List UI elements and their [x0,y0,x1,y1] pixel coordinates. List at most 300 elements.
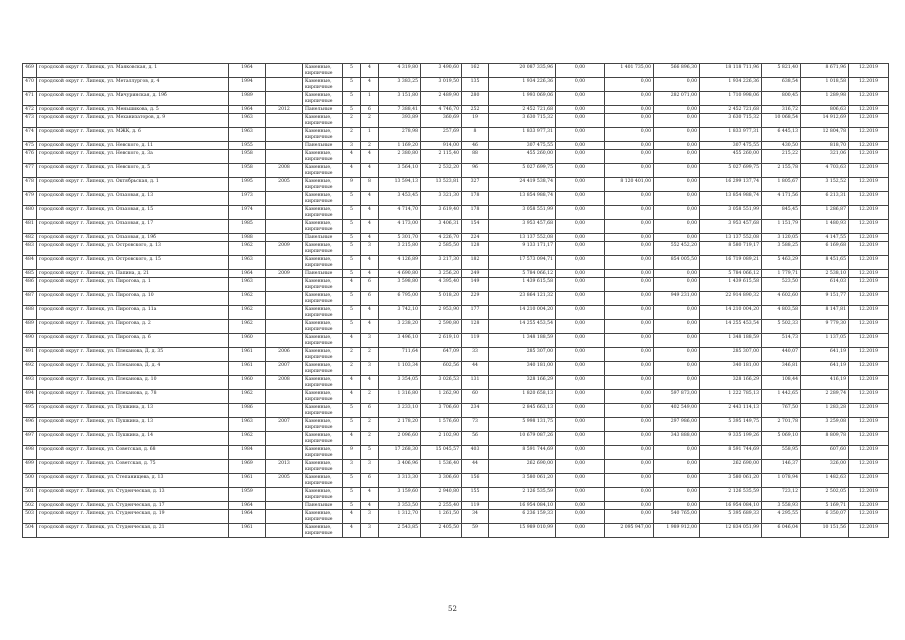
deadline-cell: 12.2019 [849,418,889,432]
cost-regional-cell: 0,00 [605,206,654,220]
living-area-cell: 2 940,80 [421,488,462,502]
residents-cell: 229 [462,292,489,306]
floors-cell: 5 [343,234,361,242]
entrances-cell: 4 [361,164,379,178]
housing-table-sheet [22,63,888,538]
floors-cell: 5 [343,106,361,114]
entrances-cell: 6 [361,106,379,114]
cost-regional-cell: 0,00 [605,362,654,376]
total-cost-cell: 2 452 721,68 [489,106,556,114]
deadline-cell: 12.2019 [849,334,889,348]
cost-local-cell: 0,00 [654,106,700,114]
cost-local-cell: 566 896,30 [654,64,700,78]
cost-per-m2-cell: 6 046,04 [762,524,801,538]
cost-regional-cell: 0,00 [605,256,654,270]
cost-per-m2-cell: 1 442,65 [762,390,801,404]
deadline-cell: 12.2019 [849,220,889,234]
cost-owners-cell: 12 834 051,99 [700,524,762,538]
cost-per-m2-cell: 638,54 [762,78,801,92]
cost-federal-cell: 0,00 [556,334,605,348]
cost-federal-cell: 0,00 [556,206,605,220]
entrances-cell: 8 [361,178,379,192]
max-cost-per-m2-cell: 818,70 [801,142,849,150]
deadline-cell: 12.2019 [849,306,889,320]
housing-table [22,63,889,538]
row-number-cell: 481 [23,220,37,234]
address-cell: городской округ г. Липецк, ул. Ольховая, д. 13 [37,192,229,206]
total-area-cell: 4 173,00 [379,220,421,234]
cost-federal-cell: 0,00 [556,292,605,306]
total-cost-cell: 20 087 335,96 [489,64,556,78]
cost-federal-cell: 0,00 [556,418,605,432]
cost-per-m2-cell: 4 803,58 [762,306,801,320]
table-row [23,192,889,206]
cost-local-cell: 0,00 [654,320,700,334]
year-built-cell: 1984 [229,446,266,460]
cost-per-m2-cell: 767,50 [762,404,801,418]
cost-owners-cell: 328 166,29 [700,376,762,390]
living-area-cell: 13 523,81 [421,178,462,192]
year-built-cell: 1964 [229,502,266,510]
cost-federal-cell: 0,00 [556,270,605,278]
cost-per-m2-cell: 10 068,54 [762,114,801,128]
total-area-cell: 4 690,80 [379,270,421,278]
living-area-cell: 3 256,20 [421,270,462,278]
entrances-cell: 3 [361,510,379,524]
entrances-cell: 4 [361,502,379,510]
table-row [23,270,889,278]
residents-cell: 56 [462,432,489,446]
year-built-cell: 1958 [229,150,266,164]
table-row [23,278,889,292]
cost-per-m2-cell: 3 120,05 [762,234,801,242]
residents-cell: 19 [462,114,489,128]
cost-local-cell: 0,00 [654,178,700,192]
residents-cell: 73 [462,418,489,432]
cost-per-m2-cell: 316,72 [762,106,801,114]
max-cost-per-m2-cell: 641,19 [801,362,849,376]
floors-cell: 5 [343,488,361,502]
total-area-cell: 2 096,60 [379,432,421,446]
max-cost-per-m2-cell: 641,19 [801,348,849,362]
cost-regional-cell: 0,00 [605,114,654,128]
wall-material-cell: Каменные, кирпичные [303,446,343,460]
floors-cell: 4 [343,432,361,446]
residents-cell: 178 [462,206,489,220]
cost-local-cell: 0,00 [654,362,700,376]
entrances-cell: 4 [361,234,379,242]
cost-owners-cell: 2 452 721,68 [700,106,762,114]
row-number-cell: 504 [23,524,37,538]
cost-owners-cell: 22 914 890,32 [700,292,762,306]
entrances-cell: 5 [361,446,379,460]
cost-per-m2-cell: 3 588,25 [762,242,801,256]
row-number-cell: 485 [23,270,37,278]
cost-local-cell: 0,00 [654,206,700,220]
cost-per-m2-cell: 108,44 [762,376,801,390]
max-cost-per-m2-cell: 614,03 [801,278,849,292]
cost-per-m2-cell: 1 779,71 [762,270,801,278]
year-overhaul-cell [266,510,303,524]
address-cell: городской округ г. Липецк, ул. Пирогова, д. 10 [37,292,229,306]
cost-per-m2-cell: 514,73 [762,334,801,348]
total-area-cell: 1 169,20 [379,142,421,150]
cost-regional-cell: 0,00 [605,334,654,348]
floors-cell: 9 [343,446,361,460]
cost-regional-cell: 0,00 [605,242,654,256]
wall-material-cell: Панельные [303,234,343,242]
wall-material-cell: Каменные, кирпичные [303,334,343,348]
wall-material-cell: Каменные, кирпичные [303,488,343,502]
wall-material-cell: Панельные [303,106,343,114]
wall-material-cell: Панельные [303,142,343,150]
cost-regional-cell: 0,00 [605,142,654,150]
cost-local-cell: 0,00 [654,150,700,164]
year-overhaul-cell [266,432,303,446]
total-area-cell: 4 126,89 [379,256,421,270]
deadline-cell: 12.2019 [849,404,889,418]
wall-material-cell: Каменные, кирпичные [303,390,343,404]
year-overhaul-cell [266,64,303,78]
cost-local-cell: 0,00 [654,234,700,242]
cost-per-m2-cell: 440,07 [762,348,801,362]
year-built-cell: 1962 [229,432,266,446]
year-overhaul-cell: 2013 [266,460,303,474]
address-cell: городской округ г. Липецк, ул. Меньшикова, д. 5 [37,106,229,114]
table-row [23,206,889,220]
total-cost-cell: 24 419 538,74 [489,178,556,192]
cost-federal-cell: 0,00 [556,278,605,292]
wall-material-cell: Каменные, кирпичные [303,206,343,220]
total-area-cell: 3 151,80 [379,92,421,106]
cost-owners-cell: 14 210 004,20 [700,306,762,320]
table-row [23,474,889,488]
cost-owners-cell: 262 690,00 [700,460,762,474]
residents-cell: 327 [462,178,489,192]
living-area-cell: 3 490,60 [421,64,462,78]
cost-owners-cell: 455 260,00 [700,150,762,164]
max-cost-per-m2-cell: 14 912,69 [801,114,849,128]
cost-local-cell: 1 989 912,00 [654,524,700,538]
table-row [23,92,889,106]
cost-regional-cell: 0,00 [605,404,654,418]
entrances-cell: 1 [361,92,379,106]
entrances-cell: 2 [361,390,379,404]
row-number-cell: 496 [23,418,37,432]
max-cost-per-m2-cell: 8 809,78 [801,432,849,446]
floors-cell: 5 [343,502,361,510]
table-row [23,234,889,242]
living-area-cell: 2 585,50 [421,242,462,256]
cost-regional-cell: 0,00 [605,510,654,524]
cost-federal-cell: 0,00 [556,474,605,488]
floors-cell: 4 [343,390,361,404]
year-overhaul-cell: 2009 [266,270,303,278]
year-built-cell: 1962 [229,242,266,256]
living-area-cell: 3 406,31 [421,220,462,234]
address-cell: городской округ г. Липецк, ул. Невского, д. 3а [37,150,229,164]
cost-owners-cell: 3 953 457,68 [700,220,762,234]
year-built-cell: 1974 [229,206,266,220]
cost-local-cell: 282 071,00 [654,92,700,106]
max-cost-per-m2-cell: 9 151,77 [801,292,849,306]
residents-cell: 224 [462,234,489,242]
row-number-cell: 503 [23,510,37,524]
residents-cell: 280 [462,92,489,106]
cost-owners-cell: 8 591 744,69 [700,446,762,460]
cost-per-m2-cell: 5 069,10 [762,432,801,446]
total-cost-cell: 6 236 159,33 [489,510,556,524]
total-area-cell: 3 313,30 [379,474,421,488]
cost-local-cell: 0,00 [654,78,700,92]
residents-cell: 156 [462,474,489,488]
residents-cell: 128 [462,242,489,256]
entrances-cell: 3 [361,362,379,376]
cost-local-cell: 0,00 [654,446,700,460]
total-area-cell: 2 178,20 [379,418,421,432]
max-cost-per-m2-cell: 1 289,98 [801,92,849,106]
year-overhaul-cell: 2007 [266,418,303,432]
cost-regional-cell: 0,00 [605,432,654,446]
cost-regional-cell: 0,00 [605,150,654,164]
deadline-cell: 12.2019 [849,460,889,474]
row-number-cell: 498 [23,446,37,460]
deadline-cell: 12.2019 [849,270,889,278]
wall-material-cell: Каменные, кирпичные [303,192,343,206]
total-area-cell: 1 316,80 [379,390,421,404]
floors-cell: 5 [343,404,361,418]
max-cost-per-m2-cell: 416,19 [801,376,849,390]
cost-local-cell: 597 873,00 [654,390,700,404]
row-number-cell: 477 [23,164,37,178]
floors-cell: 5 [343,206,361,220]
cost-local-cell: 343 888,00 [654,432,700,446]
cost-owners-cell: 1 934 226,36 [700,78,762,92]
cost-regional-cell: 0,00 [605,348,654,362]
year-built-cell: 1994 [229,78,266,92]
residents-cell: 177 [462,306,489,320]
cost-per-m2-cell: 1 805,67 [762,178,801,192]
table-row [23,220,889,234]
entrances-cell: 3 [361,524,379,538]
cost-per-m2-cell: 800,45 [762,92,801,106]
wall-material-cell: Каменные, кирпичные [303,150,343,164]
table-row [23,510,889,524]
entrances-cell: 6 [361,404,379,418]
max-cost-per-m2-cell: 806,63 [801,106,849,114]
year-built-cell: 1985 [229,220,266,234]
row-number-cell: 491 [23,348,37,362]
wall-material-cell: Каменные, кирпичные [303,178,343,192]
address-cell: городской округ г. Липецк, ул. Ольховая, д. 19б [37,234,229,242]
address-cell: городской округ г. Липецк, ул. Пирогова, д. 2 [37,320,229,334]
max-cost-per-m2-cell: 1 283,28 [801,404,849,418]
residents-cell: 178 [462,192,489,206]
floors-cell: 5 [343,270,361,278]
cost-regional-cell: 0,00 [605,78,654,92]
max-cost-per-m2-cell: 8 671,96 [801,64,849,78]
row-number-cell: 471 [23,92,37,106]
wall-material-cell: Каменные, кирпичные [303,376,343,390]
wall-material-cell: Каменные, кирпичные [303,128,343,142]
cost-owners-cell: 1 348 188,59 [700,334,762,348]
year-built-cell: 1958 [229,164,266,178]
total-area-cell: 13 594,13 [379,178,421,192]
total-cost-cell: 262 690,00 [489,460,556,474]
wall-material-cell: Панельные [303,502,343,510]
total-area-cell: 3 453,45 [379,192,421,206]
cost-federal-cell: 0,00 [556,404,605,418]
wall-material-cell: Каменные, кирпичные [303,524,343,538]
residents-cell: 182 [462,256,489,270]
address-cell: городской округ г. Липецк, ул. Островского, д. 15 [37,256,229,270]
address-cell: городской округ г. Липецк, ул. Невского, д. 11 [37,142,229,150]
cost-local-cell: 0,00 [654,164,700,178]
year-overhaul-cell [266,524,303,538]
cost-owners-cell: 14 255 453,54 [700,320,762,334]
floors-cell: 5 [343,242,361,256]
deadline-cell: 12.2019 [849,92,889,106]
row-number-cell: 494 [23,390,37,404]
year-built-cell: 1973 [229,192,266,206]
year-overhaul-cell: 2005 [266,474,303,488]
year-overhaul-cell [266,488,303,502]
max-cost-per-m2-cell: 8 147,81 [801,306,849,320]
row-number-cell: 473 [23,114,37,128]
cost-regional-cell: 0,00 [605,474,654,488]
address-cell: городской округ г. Липецк, ул. Плеханова, Д. д. 35 [37,348,229,362]
cost-owners-cell: 2 443 114,13 [700,404,762,418]
table-row [23,178,889,192]
cost-local-cell: 0,00 [654,488,700,502]
row-number-cell: 484 [23,256,37,270]
living-area-cell: 3 321,30 [421,192,462,206]
year-overhaul-cell: 2008 [266,376,303,390]
deadline-cell: 12.2019 [849,432,889,446]
row-number-cell: 499 [23,460,37,474]
cost-federal-cell: 0,00 [556,106,605,114]
cost-per-m2-cell: 4 602,60 [762,292,801,306]
wall-material-cell: Каменные, кирпичные [303,256,343,270]
cost-federal-cell: 0,00 [556,390,605,404]
total-area-cell: 4 714,70 [379,206,421,220]
cost-per-m2-cell: 558,95 [762,446,801,460]
year-overhaul-cell [266,92,303,106]
cost-owners-cell: 307 475,55 [700,142,762,150]
row-number-cell: 493 [23,376,37,390]
total-cost-cell: 10 679 087,26 [489,432,556,446]
cost-local-cell: 540 765,00 [654,510,700,524]
address-cell: городской округ г. Липецк, ул. Плеханова, Д. д. 4 [37,362,229,376]
entrances-cell: 2 [361,418,379,432]
wall-material-cell: Панельные [303,270,343,278]
total-area-cell: 1 312,70 [379,510,421,524]
total-area-cell: 393,89 [379,114,421,128]
deadline-cell: 12.2019 [849,510,889,524]
row-number-cell: 495 [23,404,37,418]
deadline-cell: 12.2019 [849,390,889,404]
cost-owners-cell: 5 027 699,75 [700,164,762,178]
total-cost-cell: 5 998 131,75 [489,418,556,432]
total-cost-cell: 1 820 658,13 [489,390,556,404]
year-built-cell: 1955 [229,142,266,150]
address-cell: городской округ г. Липецк, ул. Металлургов, д. 4 [37,78,229,92]
year-overhaul-cell [266,220,303,234]
year-built-cell: 1962 [229,390,266,404]
living-area-cell: 914,00 [421,142,462,150]
floors-cell: 5 [343,92,361,106]
max-cost-per-m2-cell: 10 151,56 [801,524,849,538]
deadline-cell: 12.2019 [849,78,889,92]
address-cell: городской округ г. Липецк, ул. Механизаторов, д. 9 [37,114,229,128]
cost-owners-cell: 13 137 552,08 [700,234,762,242]
living-area-cell: 2 115,40 [421,150,462,164]
cost-local-cell: 0,00 [654,474,700,488]
entrances-cell: 2 [361,432,379,446]
cost-owners-cell: 5 784 066,12 [700,270,762,278]
year-overhaul-cell [266,404,303,418]
total-area-cell: 7 388,41 [379,106,421,114]
cost-owners-cell: 3 058 551,99 [700,206,762,220]
total-cost-cell: 1 833 977,31 [489,128,556,142]
cost-per-m2-cell: 4 295,55 [762,510,801,524]
deadline-cell: 12.2019 [849,474,889,488]
residents-cell: 44 [462,460,489,474]
floors-cell: 5 [343,192,361,206]
residents-cell: 234 [462,404,489,418]
living-area-cell: 1 576,60 [421,418,462,432]
cost-regional-cell: 0,00 [605,106,654,114]
max-cost-per-m2-cell: 3 259,08 [801,418,849,432]
deadline-cell: 12.2019 [849,362,889,376]
total-cost-cell: 2 845 663,13 [489,404,556,418]
table-row [23,256,889,270]
table-row [23,404,889,418]
deadline-cell: 12.2019 [849,292,889,306]
entrances-cell: 6 [361,292,379,306]
living-area-cell: 3 026,53 [421,376,462,390]
total-cost-cell: 285 307,00 [489,348,556,362]
living-area-cell: 2 532,20 [421,164,462,178]
entrances-cell: 2 [361,142,379,150]
cost-federal-cell: 0,00 [556,234,605,242]
floors-cell: 5 [343,78,361,92]
year-built-cell: 1964 [229,270,266,278]
address-cell: городской округ г. Липецк, ул. Пушкина, д. 13 [37,404,229,418]
deadline-cell: 12.2019 [849,64,889,78]
cost-owners-cell: 5 395 149,75 [700,418,762,432]
year-built-cell: 1964 [229,106,266,114]
floors-cell: 2 [343,128,361,142]
cost-federal-cell: 0,00 [556,242,605,256]
total-cost-cell: 9 133 171,17 [489,242,556,256]
cost-regional-cell: 1 401 735,00 [605,64,654,78]
year-built-cell: 1964 [229,510,266,524]
address-cell: городской округ г. Липецк, ул. Пирогова, д. 1 [37,278,229,292]
cost-per-m2-cell: 845,45 [762,206,801,220]
address-cell: городской округ г. Липецк, ул. Октябрьская, д. 1 [37,178,229,192]
deadline-cell: 12.2019 [849,150,889,164]
cost-local-cell: 0,00 [654,306,700,320]
entrances-cell: 2 [361,348,379,362]
year-built-cell: 1969 [229,460,266,474]
residents-cell: 249 [462,270,489,278]
living-area-cell: 1 536,40 [421,460,462,474]
cost-local-cell: 0,00 [654,278,700,292]
year-overhaul-cell [266,142,303,150]
living-area-cell: 2 102,90 [421,432,462,446]
total-cost-cell: 328 166,29 [489,376,556,390]
